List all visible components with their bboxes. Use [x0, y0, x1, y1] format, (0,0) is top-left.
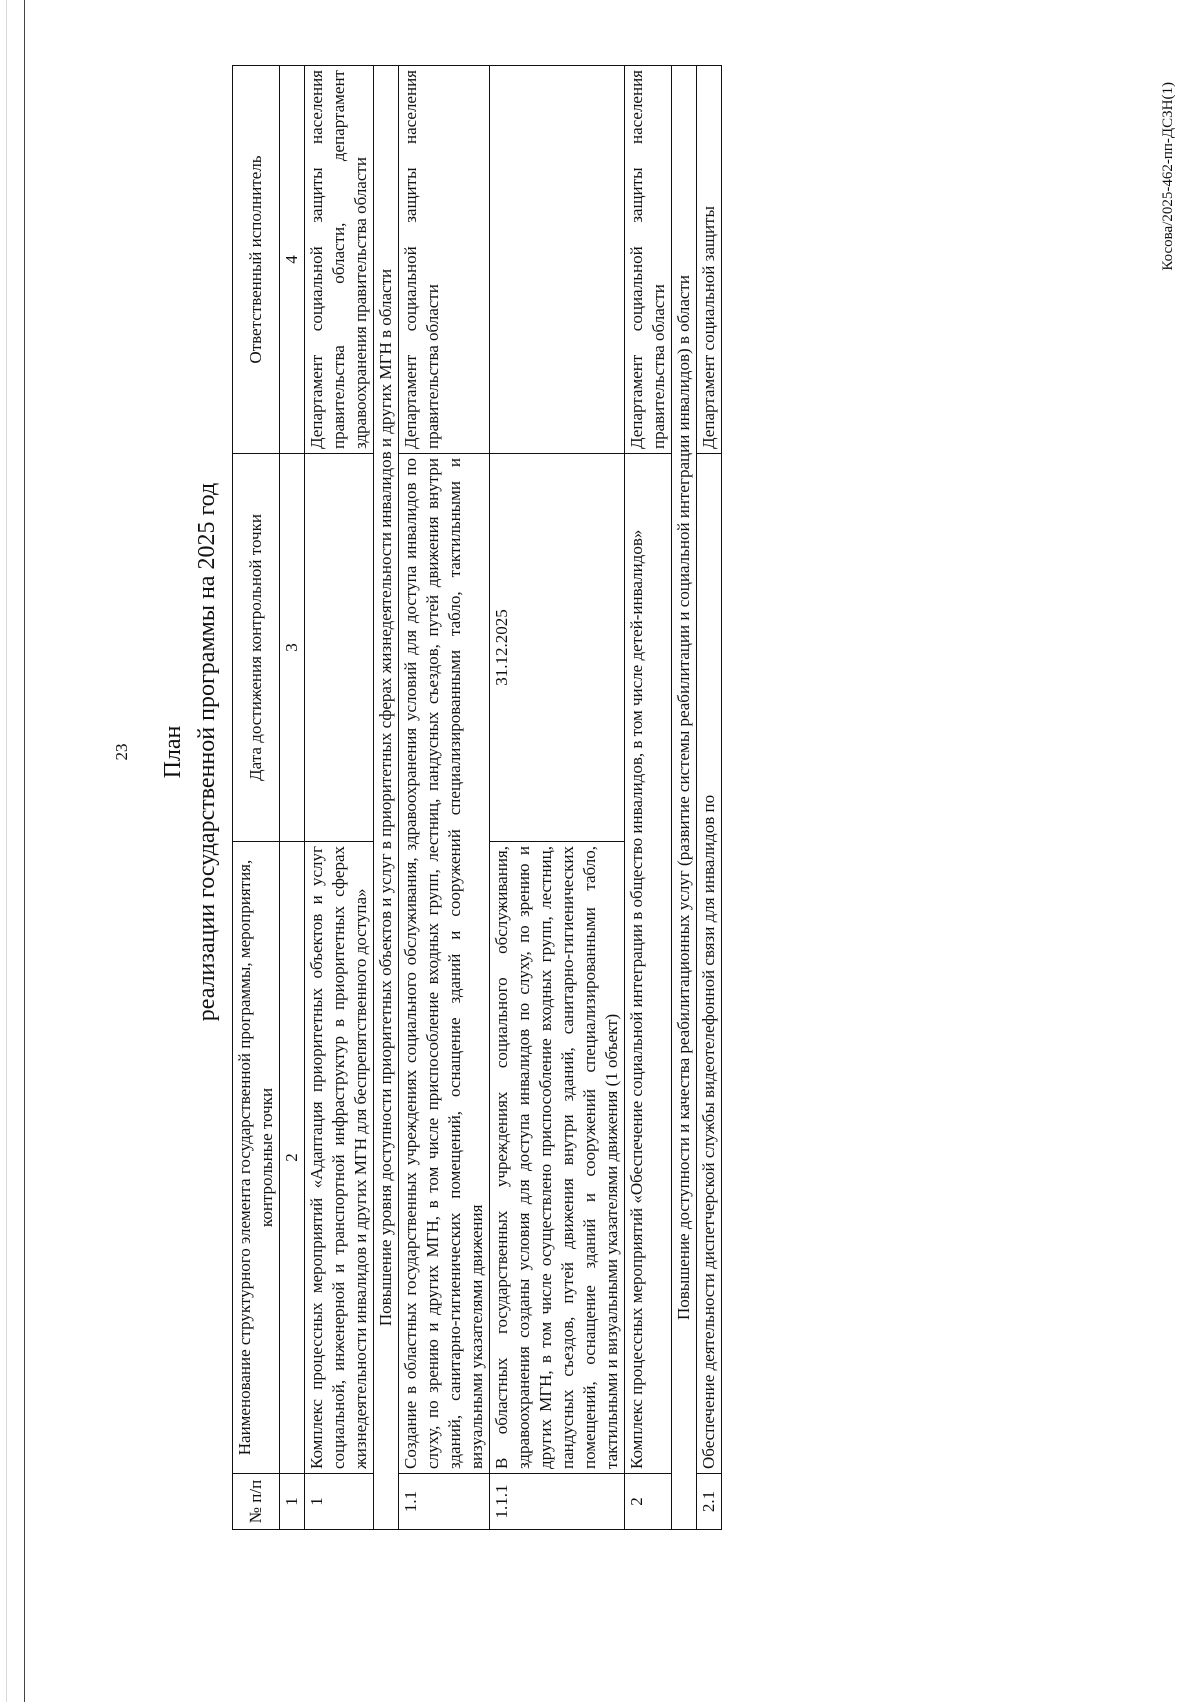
- row-exec: Департамент социальной защиты населения правительства области, департамент здравоохранения правительства области: [305, 66, 374, 454]
- row-date: 31.12.2025: [490, 454, 625, 842]
- column-number: 2: [280, 842, 305, 1474]
- page-number: 23: [112, 743, 131, 761]
- row-name: Комплекс процессных мероприятий «Адаптация приоритетных объектов и услуг социальной, инженерной и транспортной инфраструктур в приоритетных сферах жизнедеятельности инвалидов и других МГН для беспрепятственного доступа»: [305, 842, 374, 1474]
- row-exec: Департамент социальной защиты населения правительства области: [399, 66, 490, 454]
- row-num: 1.1: [399, 1474, 490, 1530]
- document-code: Косова/2025-462-пп-ДСЗН(1): [1160, 82, 1176, 271]
- row-exec: Департамент социальной защиты: [697, 66, 722, 454]
- column-number: 3: [280, 454, 305, 842]
- table-row: [305, 66, 374, 1530]
- row-name: Создание в областных государственных учреждениях социального обслуживания, здравоохранения условий для доступа инвалидов по слуху, по зрению и других МГН, в том числе приспособление входных групп, лестниц, пандусных съездов, путей движения внутри зданий, санитарно-гигиенических помещений, оснащение зданий и сооружений специализированными табло, тактильными и визуальными указателями движения: [399, 454, 490, 1474]
- column-number: 4: [280, 66, 305, 454]
- row-exec: Департамент социальной защиты населения правительства области: [625, 66, 672, 454]
- column-number: 1: [280, 1474, 305, 1530]
- header-date: Дата достижения контрольной точки: [233, 454, 280, 842]
- section-row: [374, 66, 399, 1530]
- row-date: [305, 454, 374, 842]
- column-number-row: [280, 66, 305, 1530]
- row-exec: [490, 66, 625, 454]
- row-name: Комплекс процессных мероприятий «Обеспечение социальной интеграции в общество инвалидов, в том числе детей-инвалидов»: [625, 454, 672, 1474]
- document-title: План: [160, 725, 186, 779]
- row-name: Обеспечение деятельности диспетчерской службы видеотелефонной связи для инвалидов по: [697, 454, 722, 1474]
- header-exec: Ответственный исполнитель: [233, 66, 280, 454]
- section-title: Повышение уровня доступности приоритетных объектов и услуг в приоритетных сферах жизнедеятельности инвалидов и других МГН в области: [374, 66, 399, 1530]
- table-row: [399, 66, 490, 1530]
- header-num: № п/п: [233, 1474, 280, 1530]
- row-num: 1.1.1: [490, 1474, 625, 1530]
- row-num: 2.1: [697, 1474, 722, 1530]
- row-num: 1: [305, 1474, 374, 1530]
- row-name: В областных государственных учреждениях социального обслуживания, здравоохранения созданы условия для доступа инвалидов по слуху, по зрению и других МГН, в том числе осуществлено приспособление входных групп, лестниц, пандусных съездов, путей движения внутри зданий, санитарно-гигиенических помещений, оснащение зданий и сооружений специализированными табло, тактильными и визуальными указателями движения (1 объект): [490, 842, 625, 1474]
- section-row: [672, 66, 697, 1530]
- table-row: [625, 66, 672, 1530]
- document-subtitle: реализации государственной программы на 2025 год: [194, 482, 220, 1022]
- plan-table: [232, 65, 722, 1530]
- header-row: [233, 66, 280, 1530]
- table-row: [697, 66, 722, 1530]
- section-title: Повышение доступности и качества реабилитационных услуг (развитие системы реабилитации и социальной интеграции инвалидов) в области: [672, 66, 697, 1530]
- row-num: 2: [625, 1474, 672, 1530]
- table-row: [490, 66, 625, 1530]
- header-name: Наименование структурного элемента государственной программы, мероприятия, контрольные точки: [233, 842, 280, 1474]
